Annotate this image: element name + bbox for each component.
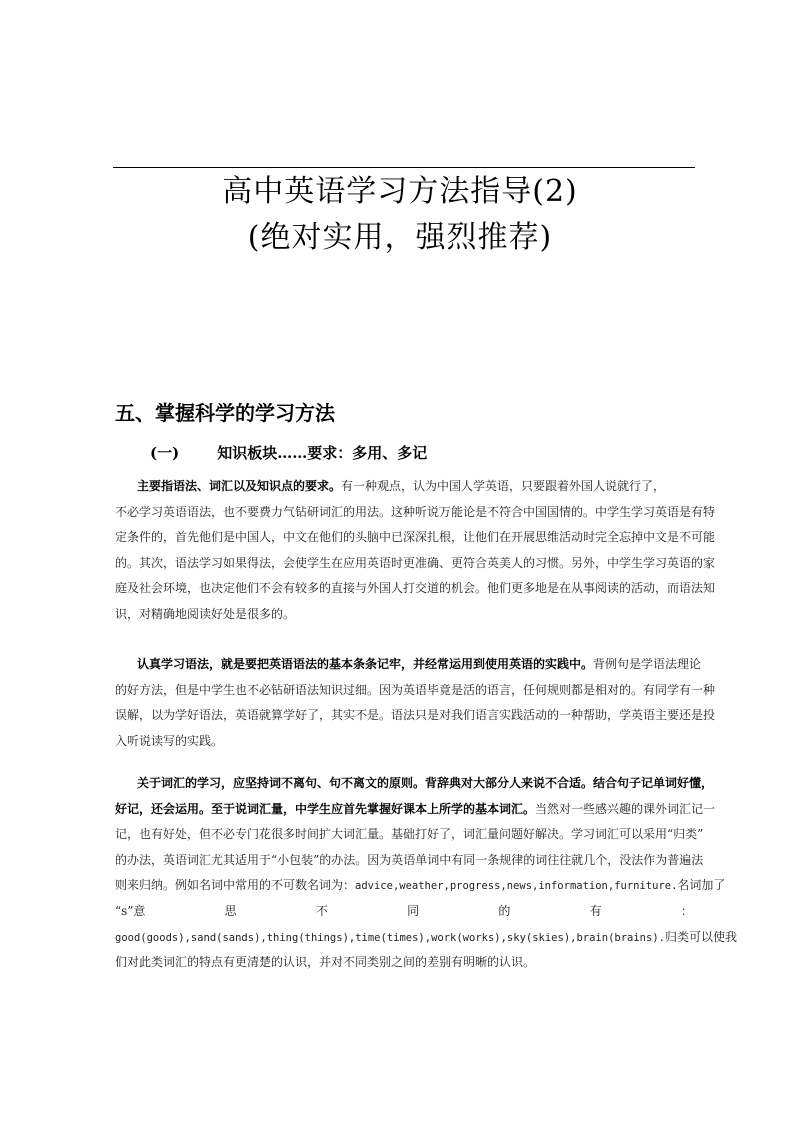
paragraph-line [115,771,714,797]
paragraph-grammar-study [115,652,716,754]
bold-lead: 主要指语法、词汇以及知识点的要求。 [137,479,342,493]
paragraph-line: 们对此类词汇的特点有更清楚的认识，并对不同类别之间的差别有明晰的认识。 [115,955,536,970]
line-text: 当然对一些感兴趣的课外词汇记一 [535,801,716,816]
paragraph-line: 识，对精确地阅读好处是很多的。 [115,606,296,621]
sub-heading [150,441,427,465]
paragraph-line [115,873,726,899]
spread-word: ： [680,903,693,918]
paragraph-line [115,797,716,823]
line-text: 则来归纳。例如名词中常用的不可数名词为： [115,878,356,893]
paragraph-line: 误解，以为学好语法，英语就算学好了，其实不是。语法只是对我们语言实践活动的一种帮助，学英语主要还是投 [115,708,716,723]
document-subtitle: (绝对实用，强烈推荐) [247,220,553,255]
paragraph-line: 的好方法，但是中学生也不必钻研语法知识过细。因为英语毕竟是活的语言，任何规则都是相对的。有同学有一种 [115,682,716,697]
spread-word: 的 [498,903,511,918]
paragraph-line: 不必学习英语语法，也不要费力气钻研词汇的用法。这种听说万能论是不符合中国国情的。中学生学习英语是有特 [115,504,716,519]
section-heading: 五、掌握科学的学习方法 [115,401,335,425]
header-rule [113,167,695,168]
spread-word: 同 [407,903,420,918]
paragraph-line: 庭及社会环境，也决定他们不会有较多的直接与外国人打交道的机会。他们更多地是在从事阅读的活动，而语法知 [115,581,716,596]
line-text: 有一种观点，认为中国人学英语，只要跟着外国人说就行了， [341,479,666,493]
bold-lead: 好记，还会运用。至于说词汇量，中学生应首先掌握好课本上所学的基本词汇。 [115,801,536,816]
spread-word: 不 [315,903,328,918]
paragraph-line: 定条件的，首先他们是中国人，中文在他们的头脑中已深深扎根，让他们在开展思维活动时完全忘掉中文是不可能 [115,530,716,545]
line-text: 背例句是学语法理论 [593,657,702,671]
paragraph-line-spread [115,899,695,925]
paragraph-line: 记，也有好处，但不必专门花很多时间扩大词汇量。基础打好了，词汇量问题好解决。学习词汇可以采用“归类” [115,827,704,842]
line-text: 名词加了 [677,878,726,893]
line-text: 归类可以使我 [664,929,737,944]
paragraph-line [115,652,702,678]
bold-lead: 认真学习语法，就是要把英语语法的基本条条记牢，并经常运用到使用英语的实践中。 [137,657,594,671]
document-title: 高中英语学习方法指导(2) [222,174,578,209]
spread-word: 思 [224,903,237,918]
sub-heading-text: 知识板块……要求：多用、多记 [217,444,428,462]
paragraph-line: 的办法，英语词汇尤其适用于“小包装”的办法。因为英语单词中有同一条规律的词往往就几个，没法作为普遍法 [115,852,704,867]
plural-examples: good(goods),sand(sands),thing(things),time(times),work(works),sky(skies),brain(brains). [115,931,665,944]
paragraph-line [115,925,737,951]
noun-examples: advice,weather,progress,news,information,furniture. [355,880,678,893]
paragraph-line: 的。其次，语法学习如果得法，会使学生在应用英语时更准确、更符合英美人的习惯。另外，中学生学习英语的家 [115,555,716,570]
paragraph-vocabulary [115,771,737,976]
spread-word: “s”意 [115,903,146,918]
paragraph-grammar-vocab [115,474,716,628]
sub-heading-number: (一) [150,444,180,462]
paragraph-line: 入听说读写的实践。 [115,733,224,748]
paragraph-line [115,474,695,500]
bold-lead: 关于词汇的学习，应坚持词不离句、句不离文的原则。背辞典对大部分人来说不合适。结合句子记单词好懂， [137,776,714,790]
spread-word: 有 [589,903,602,918]
